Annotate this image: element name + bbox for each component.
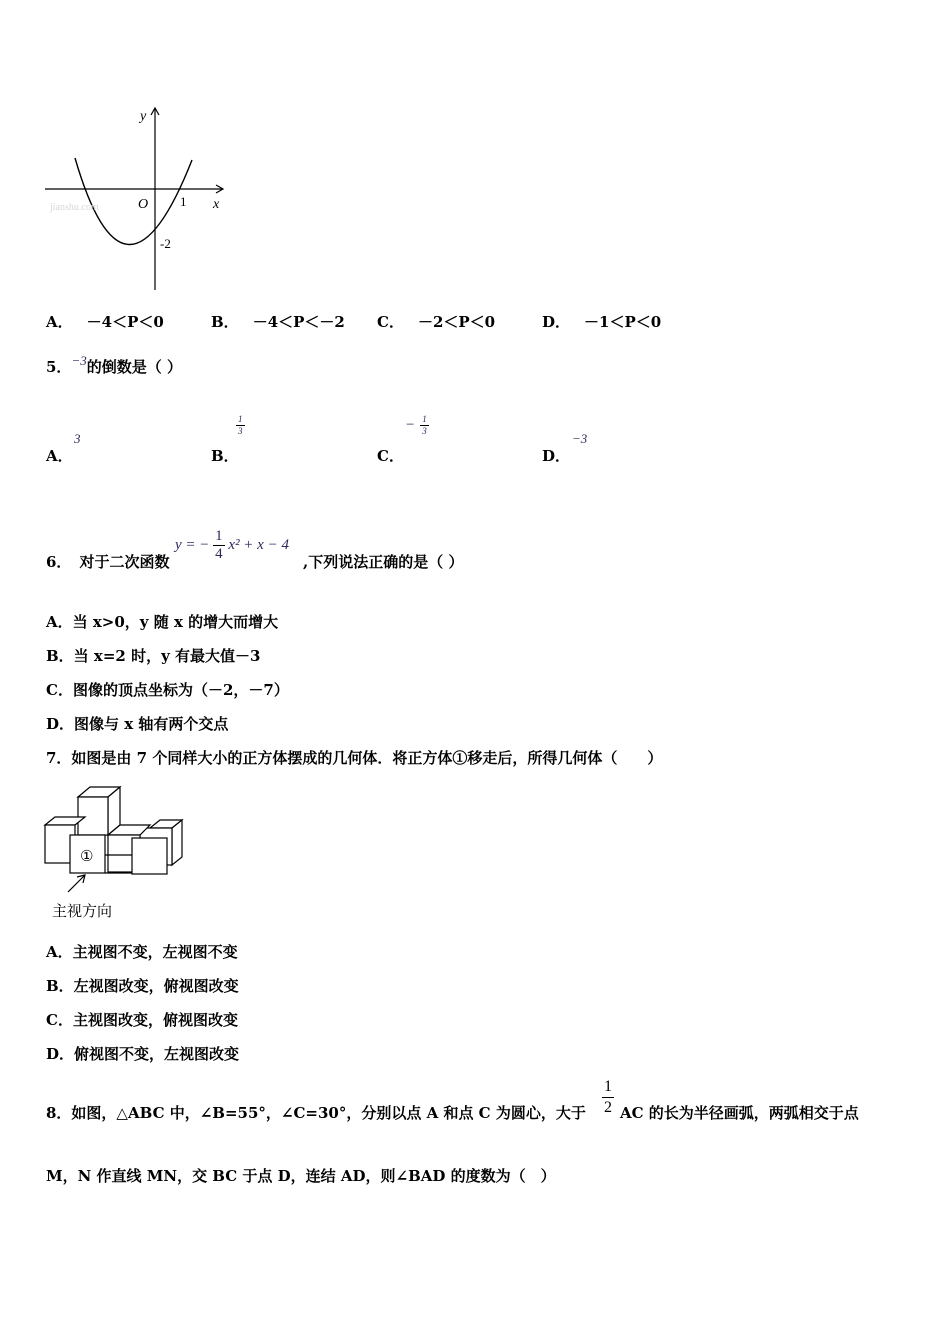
y-intercept-label: -2 [160,236,171,251]
q8-line2: M，N 作直线 MN，交 BC 于点 D，连结 AD，则∠BAD 的度数为（ ） [46,1167,556,1185]
q6-option-c: C．图像的顶点坐标为（－2，－7） [46,681,289,699]
q5-option-b-fraction: $\frac{1}{3}$ [238,414,243,436]
top-cube-front [78,797,108,835]
x-tick-label: 1 [180,194,187,209]
q6-stem: 6． 对于二次函数 [46,553,170,571]
q5-option-b: B． [211,447,239,465]
cube-1-label: ① [80,849,94,865]
q4-option-c: C． －2＜P＜0 [377,313,496,331]
right-front-cube [132,838,167,874]
q8-line1-post: AC 的长为半径画弧，两弧相交于点 [620,1104,859,1122]
q7-option-b: B．左视图改变，俯视图改变 [46,977,239,995]
q5-option-a: A． [46,447,73,465]
view-arrow [68,875,85,892]
right-back-cube-side [172,820,182,865]
q6-option-b: B．当 x=2 时，y 有最大值－3 [46,647,261,665]
q7-option-c: C．主视图改变，俯视图改变 [46,1011,238,1029]
q6-formula: y = − $\frac{1}{4}$ x² + x − 4 [175,528,289,562]
q6-option-a: A．当 x>0，y 随 x 的增大而增大 [46,613,279,631]
q5-option-c: C． [377,447,404,465]
view-direction-label: 主视方向 [52,902,113,920]
q6-option-d: D．图像与 x 轴有两个交点 [46,715,229,733]
parabola-graph [40,100,235,295]
watermark: jianshu.com [50,202,99,213]
q4-option-a: A． －4＜P＜0 [46,313,164,331]
q4-option-d: D． －1＜P＜0 [542,313,662,331]
q5-option-d: D． [542,447,571,465]
q6-stem-end: ,下列说法正确的是（ ） [303,553,464,571]
q7-option-a: A．主视图不变，左视图不变 [46,943,238,961]
origin-label: O [138,197,149,212]
q4-option-b: B． －4＜P＜－2 [211,313,345,331]
q8-line1-pre: 8．如图，△ABC 中，∠B=55°，∠C=30°，分别以点 A 和点 C 为圆心，大于 [46,1104,586,1122]
q5-option-d-value: −3 [572,431,588,446]
q5-option-c-fraction: − $\frac{1}{3}$ [405,414,427,436]
q7-stem: 7．如图是由 7 个同样大小的正方体摆成的几何体．将正方体①移走后，所得几何体（ ） [46,749,663,767]
q5-stem: 5．−3的倒数是（ ） [46,353,182,376]
q8-fraction: $\frac{1}{2}$ [604,1078,612,1116]
q7-option-d: D．俯视图不变，左视图改变 [46,1045,240,1063]
y-axis-label: y [140,109,147,124]
cube-figure [40,780,190,925]
x-axis-label: x [213,197,220,212]
q5-option-a-value: 3 [74,431,81,446]
